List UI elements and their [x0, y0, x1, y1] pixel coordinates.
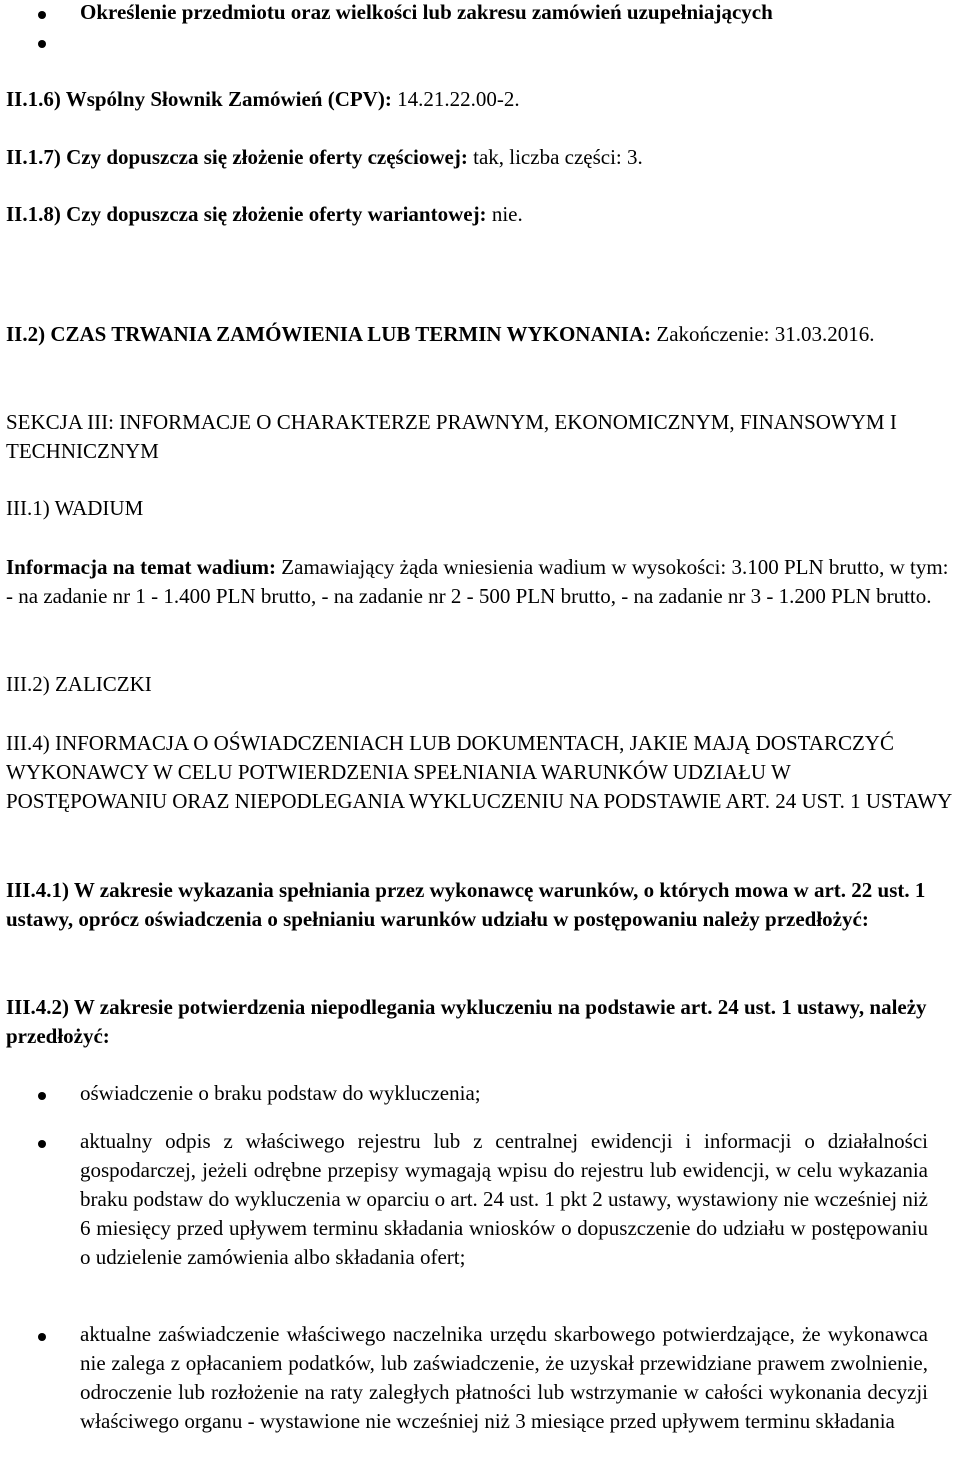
- section-iii-4-title: III.4) INFORMACJA O OŚWIADCZENIACH LUB DOKUMENTACH, JAKIE MAJĄ DOSTARCZYĆ WYKONAWCY W CELU POTWIERDZENIA SPEŁNIANIA WARUNKÓW UDZIAŁU W POSTĘPOWANIU ORAZ NIEPODLEGANIA WYKLUCZENIU NA PODSTAWIE ART. 24 UST. 1 USTAWY: [6, 731, 953, 813]
- section-label: II.1.7) Czy dopuszcza się złożenie oferty częściowej:: [6, 145, 468, 169]
- section-label: Informacja na temat wadium:: [6, 555, 277, 579]
- bullet-icon: [38, 1092, 46, 1100]
- section-value: Zakończenie: 31.03.2016.: [656, 322, 875, 346]
- section-ii-2: [6, 320, 954, 349]
- bullet-text: aktualny odpis z właściwego rejestru lub z centralnej ewidencji i informacji o działalności gospodarczej, jeżeli odrębne przepisy wymagają wpisu do rejestru lub ewidencji, w celu wykazania braku podstaw do wykluczenia w oparciu o art. 24 ust. 1 pkt 2 ustawy, wystawiony nie wcześniej niż 6 miesięcy przed upływem terminu składania wniosków o dopuszczenie do udziału w postępowaniu o udzielenie zamówienia albo składania ofert;: [80, 1129, 928, 1269]
- section-label: II.2) CZAS TRWANIA ZAMÓWIENIA LUB TERMIN WYKONANIA:: [6, 322, 652, 346]
- wadium-info: [6, 553, 954, 611]
- section-iii-2-title: III.2) ZALICZKI: [6, 672, 152, 696]
- bullet-text: aktualne zaświadczenie właściwego naczelnika urzędu skarbowego potwierdzające, że wykonawca nie zalega z opłacaniem podatków, lub zaświadczenie, że uzyskał przewidziane prawem zwolnienie, odroczenie lub rozłożenie na raty zaległych płatności lub wstrzymanie w całości wykonania decyzji właściwego organu - wystawione nie wcześniej niż 3 miesiące przed upływem terminu składania: [80, 1322, 928, 1433]
- section-label: II.1.6) Wspólny Słownik Zamówień (CPV):: [6, 87, 392, 111]
- bullet-icon: [38, 11, 46, 19]
- bullet-icon: [38, 1333, 46, 1341]
- section-value: 14.21.22.00-2.: [397, 87, 520, 111]
- bullet-text: oświadczenie o braku podstaw do wykluczenia;: [80, 1081, 481, 1105]
- section-label: II.1.8) Czy dopuszcza się złożenie oferty wariantowej:: [6, 202, 487, 226]
- bullet-icon: [38, 40, 46, 48]
- section-value: tak, liczba części: 3.: [473, 145, 643, 169]
- section-iii-1-title: III.1) WADIUM: [6, 496, 144, 520]
- bullet-icon: [38, 1140, 46, 1148]
- section-ii-1-7: [6, 143, 954, 172]
- section-ii-1-8: [6, 200, 954, 229]
- section-value: nie.: [491, 202, 523, 226]
- section-value: Zamawiający żąda wniesienia wadium w wysokości: 3.100 PLN brutto, w tym: - na zadanie nr 1 - 1.400 PLN brutto, - na zadanie nr 2 - 500 PLN brutto, - na zadanie nr 3 - 1.200 PLN brutto.: [6, 555, 949, 608]
- section-iii-4-2-title: III.4.2) W zakresie potwierdzenia niepodlegania wykluczeniu na podstawie art. 24 ust. 1 ustawy, należy przedłożyć:: [6, 995, 927, 1048]
- section-ii-1-6: [6, 85, 954, 114]
- section-iii-4-1-title: III.4.1) W zakresie wykazania spełniania przez wykonawcę warunków, o których mowa w art. 22 ust. 1 ustawy, oprócz oświadczenia o spełnianiu warunków udziału w postępowaniu należy przedłożyć:: [6, 878, 926, 931]
- sekcja-iii-title: SEKCJA III: INFORMACJE O CHARAKTERZE PRAWNYM, EKONOMICZNYM, FINANSOWYM I TECHNICZNYM: [6, 410, 897, 463]
- bullet-text: Określenie przedmiotu oraz wielkości lub zakresu zamówień uzupełniających: [80, 0, 773, 24]
